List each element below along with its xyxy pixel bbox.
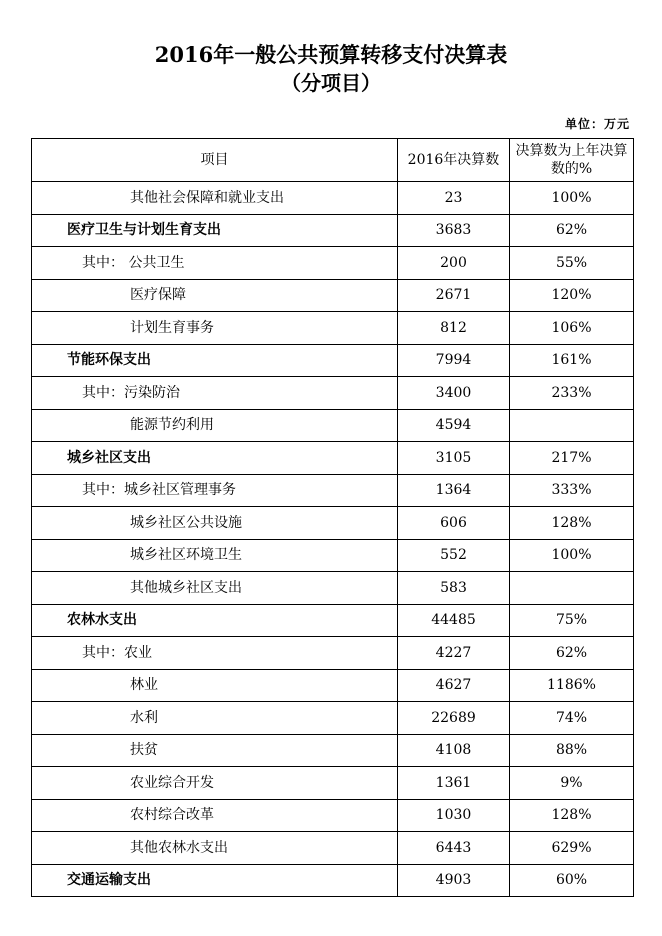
row-amount: 23 — [398, 182, 510, 215]
row-ratio: 161% — [510, 344, 634, 377]
row-item-name: 医疗卫生与计划生育支出 — [32, 214, 398, 247]
row-ratio: 75% — [510, 604, 634, 637]
row-item-name: 其他城乡社区支出 — [32, 572, 398, 605]
table-row — [32, 637, 634, 670]
table-row — [32, 669, 634, 702]
row-item-name: 其中：农业 — [32, 637, 398, 670]
row-amount: 6443 — [398, 832, 510, 865]
row-amount: 812 — [398, 312, 510, 345]
header-ratio: 决算数为上年决算数的% — [510, 139, 634, 182]
row-amount: 1030 — [398, 799, 510, 832]
table-row — [32, 604, 634, 637]
row-ratio: 629% — [510, 832, 634, 865]
page-title: 2016年一般公共预算转移支付决算表 — [154, 42, 508, 67]
row-item-name: 计划生育事务 — [32, 312, 398, 345]
table-row — [32, 182, 634, 215]
row-ratio: 74% — [510, 702, 634, 735]
row-item-name: 城乡社区环境卫生 — [32, 539, 398, 572]
table-row — [32, 409, 634, 442]
row-ratio: 88% — [510, 734, 634, 767]
table-row — [32, 702, 634, 735]
table-row — [32, 279, 634, 312]
row-item-name: 城乡社区公共设施 — [32, 507, 398, 540]
row-ratio: 9% — [510, 767, 634, 800]
row-amount: 7994 — [398, 344, 510, 377]
row-ratio: 100% — [510, 182, 634, 215]
table-header-row — [32, 139, 634, 182]
row-amount: 22689 — [398, 702, 510, 735]
row-item-name: 其他社会保障和就业支出 — [32, 182, 398, 215]
table-row — [32, 312, 634, 345]
row-ratio — [510, 409, 634, 442]
table-row — [32, 734, 634, 767]
table-row — [32, 832, 634, 865]
header-amount: 2016年决算数 — [398, 139, 510, 182]
row-item-name: 其中： 公共卫生 — [32, 247, 398, 280]
table-row — [32, 247, 634, 280]
row-ratio: 60% — [510, 864, 634, 897]
row-amount: 552 — [398, 539, 510, 572]
unit-label: 单位：万元 — [564, 117, 630, 131]
table-row — [32, 864, 634, 897]
table-row — [32, 507, 634, 540]
table-body — [32, 182, 634, 897]
row-amount: 200 — [398, 247, 510, 280]
row-amount: 1361 — [398, 767, 510, 800]
row-ratio: 128% — [510, 799, 634, 832]
row-amount: 3105 — [398, 442, 510, 475]
row-ratio: 120% — [510, 279, 634, 312]
row-amount: 4903 — [398, 864, 510, 897]
row-amount: 4594 — [398, 409, 510, 442]
header-item: 项目 — [32, 139, 398, 182]
row-amount: 3400 — [398, 377, 510, 410]
row-item-name: 其中：污染防治 — [32, 377, 398, 410]
row-ratio: 106% — [510, 312, 634, 345]
row-item-name: 其他农林水支出 — [32, 832, 398, 865]
row-item-name: 农业综合开发 — [32, 767, 398, 800]
row-amount: 1364 — [398, 474, 510, 507]
row-item-name: 其中：城乡社区管理事务 — [32, 474, 398, 507]
row-item-name: 能源节约利用 — [32, 409, 398, 442]
table-row — [32, 767, 634, 800]
budget-table — [31, 138, 634, 897]
row-item-name: 农村综合改革 — [32, 799, 398, 832]
row-ratio: 1186% — [510, 669, 634, 702]
row-ratio: 217% — [510, 442, 634, 475]
row-amount: 44485 — [398, 604, 510, 637]
row-amount: 3683 — [398, 214, 510, 247]
row-amount: 4627 — [398, 669, 510, 702]
row-item-name: 医疗保障 — [32, 279, 398, 312]
page-subtitle: （分项目） — [281, 71, 381, 95]
table-row — [32, 214, 634, 247]
row-amount: 4108 — [398, 734, 510, 767]
table-row — [32, 344, 634, 377]
table-row — [32, 539, 634, 572]
table-row — [32, 442, 634, 475]
row-item-name: 农林水支出 — [32, 604, 398, 637]
table-row — [32, 377, 634, 410]
row-amount: 583 — [398, 572, 510, 605]
table-row — [32, 572, 634, 605]
row-item-name: 林业 — [32, 669, 398, 702]
row-item-name: 扶贫 — [32, 734, 398, 767]
row-ratio: 233% — [510, 377, 634, 410]
row-ratio: 100% — [510, 539, 634, 572]
row-amount: 606 — [398, 507, 510, 540]
row-ratio: 62% — [510, 637, 634, 670]
row-item-name: 水利 — [32, 702, 398, 735]
row-ratio — [510, 572, 634, 605]
row-ratio: 333% — [510, 474, 634, 507]
row-item-name: 交通运输支出 — [32, 864, 398, 897]
row-ratio: 128% — [510, 507, 634, 540]
row-ratio: 62% — [510, 214, 634, 247]
row-item-name: 节能环保支出 — [32, 344, 398, 377]
table-row — [32, 799, 634, 832]
row-amount: 4227 — [398, 637, 510, 670]
row-ratio: 55% — [510, 247, 634, 280]
row-item-name: 城乡社区支出 — [32, 442, 398, 475]
row-amount: 2671 — [398, 279, 510, 312]
table-row — [32, 474, 634, 507]
